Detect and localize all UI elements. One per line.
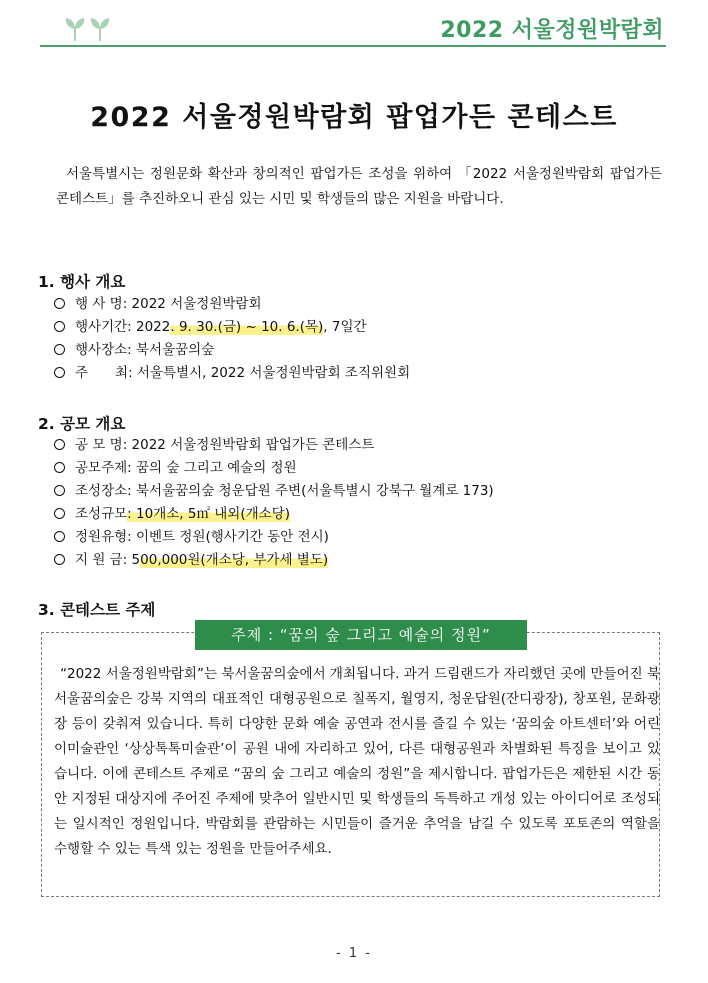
circle-bullet-icon	[54, 531, 65, 542]
page-header	[40, 10, 668, 46]
section-heading-overview: 1. 행사 개요	[38, 273, 126, 291]
item-text: 주 최: 서울특별시, 2022 서울정원박람회 조직위원회	[75, 365, 411, 381]
circle-bullet-icon	[54, 439, 65, 450]
list-item	[54, 434, 494, 457]
contest-list	[54, 434, 494, 572]
intro-paragraph: 서울특별시는 정원문화 확산과 창의적인 팝업가든 조성을 위하여 「2022 서울정원박람회 팝업가든 콘테스트」를 추진하오니 관심 있는 시민 및 학생들의 많은 지원을 바랍니다.	[56, 166, 662, 207]
item-text: 정원유형: 이벤트 정원(행사기간 동안 전시)	[75, 529, 329, 545]
highlighted-text: . 9. 30.(금) ~ 10. 6.(목)	[170, 319, 324, 335]
item-text: 조성규모	[75, 506, 128, 522]
circle-bullet-icon	[54, 508, 65, 519]
page-title: 2022 서울정원박람회 팝업가든 콘테스트	[90, 102, 618, 133]
theme-description: “2022 서울정원박람회”는 북서울꿈의숲에서 개최됩니다. 과거 드림랜드가 자리했던 곳에 만들어진 북서울꿈의숲은 강북 지역의 대표적인 대형공원으로 칠폭지, 월영지, 청운답원(잔디광장), 창포원, 문화광장 등이 갖춰져 있습니다. 특히 다양한 문화 예술 공연과 전시를 즐길 수 있는 ‘꿈의숲 아트센터’와 어린이미술관인 ‘상상톡톡미술관’이 공원 내에 자리하고 있어, 다른 대형공원과 차별화된 특징을 보이고 있습니다. 이에 콘테스트 주제로 “꿈의 숲 그리고 예술의 정원”을 제시합니다. 팝업가든은 제한된 시간 동안 지정된 대상지에 주어진 주제에 맞추어 일반시민 및 학생들의 독특하고 개성 있는 아이디어로 조성되는 일시적인 정원입니다. 박람회를 관람하는 시민들이 즐거운 추억을 남길 수 있도록 포토존의 역할을 수행할 수 있는 특색 있는 정원을 만들어주세요.	[54, 666, 660, 857]
item-text: 행사기간: 2022	[75, 319, 171, 335]
section-heading-contest: 2. 공모 개요	[38, 415, 126, 433]
circle-bullet-icon	[54, 367, 65, 378]
list-item	[54, 316, 410, 339]
page-number: - 1 -	[336, 946, 372, 961]
highlighted-text: 00,000원(개소당, 부가세 별도)	[140, 552, 329, 568]
sprout-icon	[60, 14, 120, 44]
circle-bullet-icon	[54, 344, 65, 355]
circle-bullet-icon	[54, 554, 65, 565]
highlighted-text: : 10개소, 5㎡ 내외(개소당)	[127, 506, 290, 522]
list-item	[54, 339, 410, 362]
list-item	[54, 526, 494, 549]
list-item	[54, 362, 410, 385]
item-text: 공 모 명: 2022 서울정원박람회 팝업가든 콘테스트	[75, 437, 375, 453]
item-text: 지 원 금: 5	[75, 552, 141, 568]
circle-bullet-icon	[54, 321, 65, 332]
circle-bullet-icon	[54, 485, 65, 496]
list-item	[54, 293, 410, 316]
item-text: 공모주제: 꿈의 숲 그리고 예술의 정원	[75, 460, 297, 476]
list-item	[54, 549, 494, 572]
circle-bullet-icon	[54, 298, 65, 309]
header-brand: 2022 서울정원박람회	[440, 18, 664, 43]
item-text: 행사장소: 북서울꿈의숲	[75, 342, 215, 358]
item-text: 행 사 명: 2022 서울정원박람회	[75, 296, 262, 312]
list-item	[54, 457, 494, 480]
overview-list	[54, 293, 410, 385]
list-item	[54, 503, 494, 526]
item-text: , 7일간	[323, 319, 367, 335]
circle-bullet-icon	[54, 462, 65, 473]
item-text: 조성장소: 북서울꿈의숲 청운답원 주변(서울특별시 강북구 월계로 173)	[75, 483, 494, 499]
section-heading-theme: 3. 콘테스트 주제	[38, 601, 156, 619]
list-item	[54, 480, 494, 503]
header-divider	[40, 45, 666, 47]
theme-banner: 주제 : “꿈의 숲 그리고 예술의 정원”	[195, 620, 527, 650]
